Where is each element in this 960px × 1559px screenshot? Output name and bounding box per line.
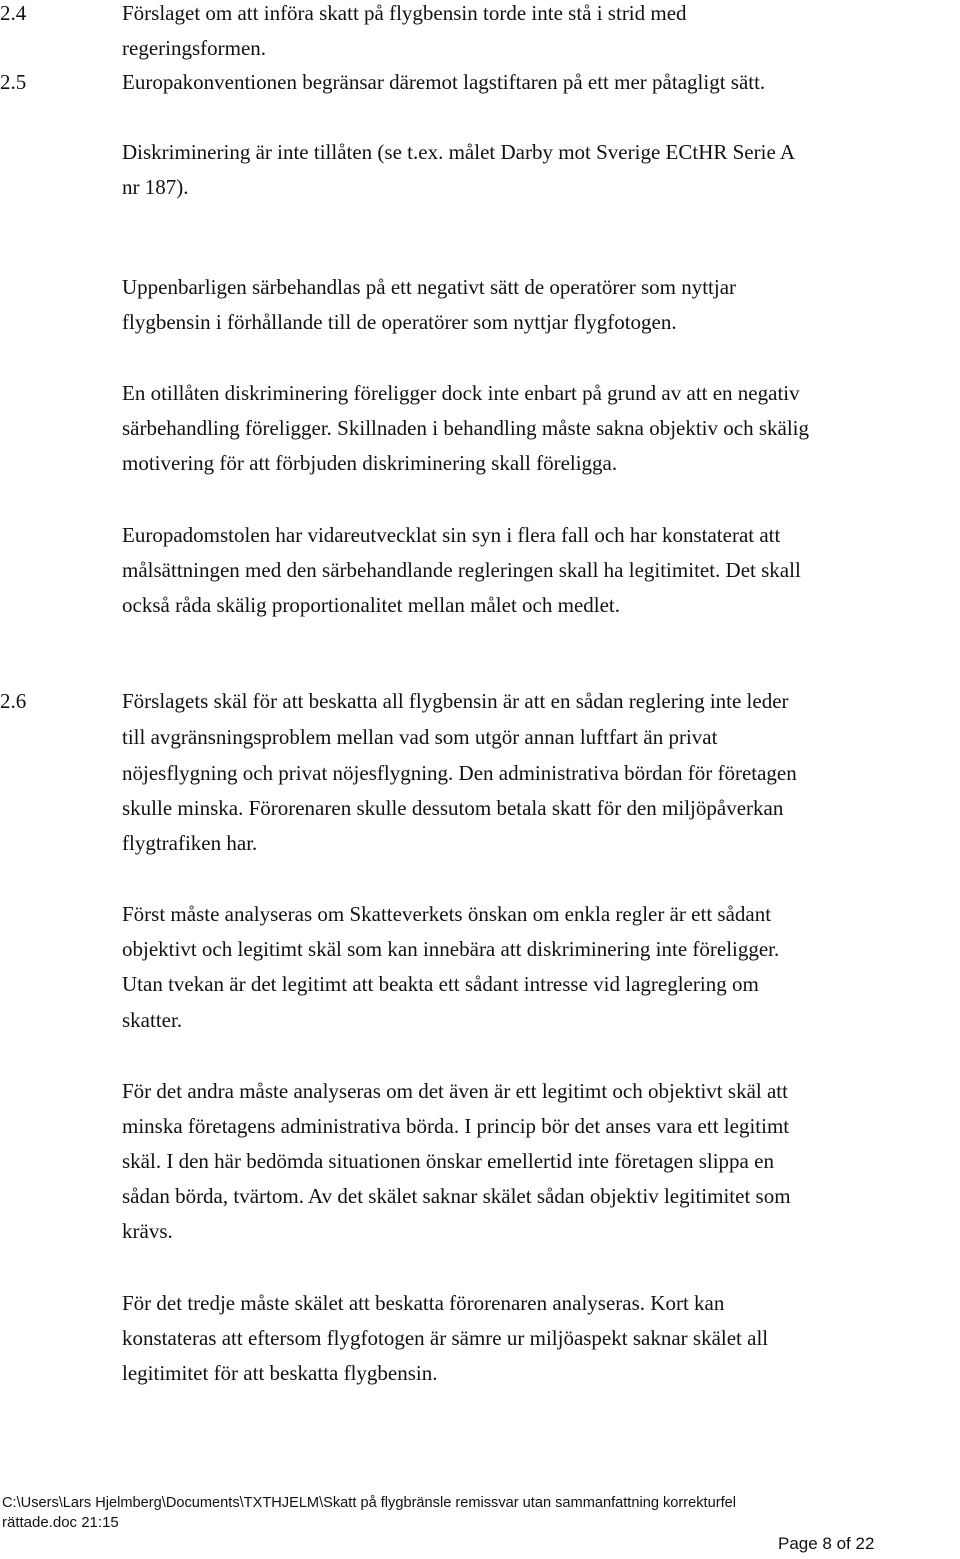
text-line: Europadomstolen har vidareutvecklat sin syn i flera fall och har konstaterat att — [122, 523, 781, 547]
text-line: Uppenbarligen särbehandlas på ett negativt sätt de operatörer som nyttjar — [122, 275, 737, 299]
text-line: minska företagens administrativa börda. I princip bör det anses vara ett legitimt — [122, 1114, 790, 1138]
text-line: En otillåten diskriminering föreligger dock inte enbart på grund av att en negativ — [122, 381, 800, 405]
text-line: skulle minska. Förorenaren skulle dessutom betala skatt för den miljöpåverkan — [122, 796, 784, 820]
footer-file-path-continued: rättade.doc 21:15 — [2, 1514, 119, 1531]
text-line: Först måste analyseras om Skatteverkets önskan om enkla regler är ett sådant — [122, 902, 772, 926]
section-number: 2.4 — [0, 1, 27, 25]
text-line: Förslagets skäl för att beskatta all flygbensin är att en sådan reglering inte leder — [122, 689, 789, 713]
text-line: krävs. — [122, 1219, 173, 1243]
text-line: flygbensin i förhållande till de operatörer som nyttjar flygfotogen. — [122, 310, 677, 334]
text-line: Diskriminering är inte tillåten (se t.ex. målet Darby mot Sverige ECtHR Serie A — [122, 140, 796, 164]
text-line: nöjesflygning och privat nöjesflygning. Den administrativa bördan för företagen — [122, 761, 797, 785]
text-line: sådan börda, tvärtom. Av det skälet saknar skälet sådan objektiv legitimitet som — [122, 1184, 791, 1208]
text-line: Utan tvekan är det legitimt att beakta ett sådant intresse vid lagreglering om — [122, 972, 759, 996]
text-line: motivering för att förbjuden diskriminering skall föreligga. — [122, 451, 618, 475]
text-line: Förslaget om att införa skatt på flygbensin torde inte stå i strid med — [122, 1, 687, 25]
page-number: Page 8 of 22 — [778, 1534, 875, 1553]
text-line: legitimitet för att beskatta flygbensin. — [122, 1361, 438, 1385]
text-line: regeringsformen. — [122, 36, 267, 60]
text-line: För det tredje måste skälet att beskatta förorenaren analyseras. Kort kan — [122, 1291, 725, 1315]
text-line: För det andra måste analyseras om det även är ett legitimt och objektivt skäl att — [122, 1079, 788, 1103]
text-line: målsättningen med den särbehandlande regleringen skall ha legitimitet. Det skall — [122, 558, 801, 582]
text-line: skäl. I den här bedömda situationen önskar emellertid inte företagen slippa en — [122, 1149, 774, 1173]
text-line: också råda skälig proportionalitet mellan målet och medlet. — [122, 593, 621, 617]
text-line: Europakonventionen begränsar däremot lagstiftaren på ett mer påtagligt sätt. — [122, 70, 766, 94]
text-line: till avgränsningsproblem mellan vad som utgör annan luftfart än privat — [122, 725, 718, 749]
section-number: 2.5 — [0, 70, 27, 94]
text-line: skatter. — [122, 1008, 183, 1032]
section-number: 2.6 — [0, 689, 27, 713]
text-line: objektivt och legitimt skäl som kan innebära att diskriminering inte föreligger. — [122, 937, 780, 961]
text-line: nr 187). — [122, 175, 189, 199]
footer-file-path: C:\Users\Lars Hjelmberg\Documents\TXTHJELM\Skatt på flygbränsle remissvar utan sammanfattning korrekturfel — [2, 1495, 736, 1511]
text-line: konstateras att eftersom flygfotogen är sämre ur miljöaspekt saknar skälet all — [122, 1326, 769, 1350]
text-line: särbehandling föreligger. Skillnaden i behandling måste sakna objektiv och skälig — [122, 416, 810, 440]
text-line: flygtrafiken har. — [122, 831, 258, 855]
